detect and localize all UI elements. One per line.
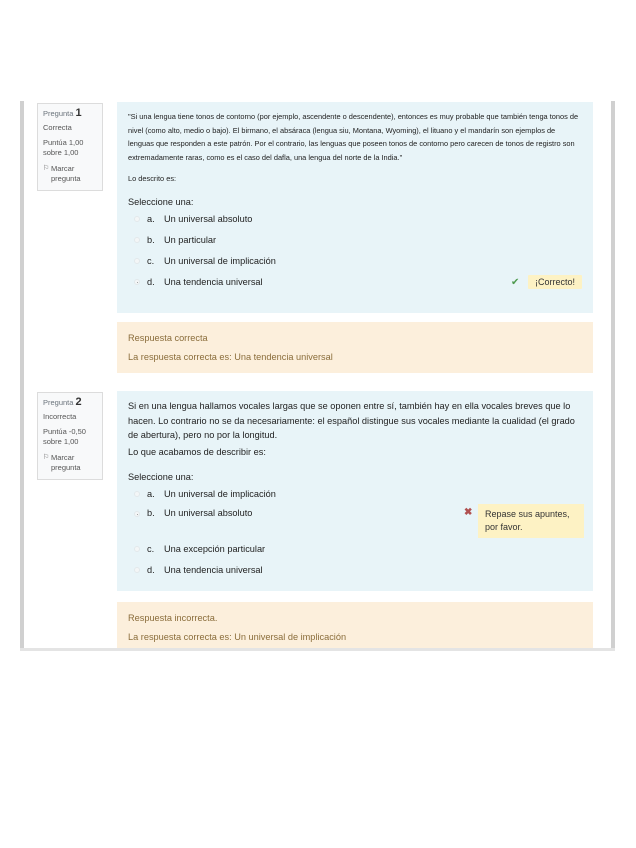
question-2-outcome (117, 602, 593, 648)
outcome-title: Respuesta correcta (128, 333, 208, 343)
option-text: Una tendencia universal (164, 564, 263, 575)
radio-c[interactable] (134, 258, 140, 264)
flag-question-link[interactable] (43, 164, 97, 184)
option-text: Un universal de implicación (164, 488, 276, 499)
radio-a[interactable] (134, 491, 140, 497)
cross-icon: ✖ (464, 507, 473, 518)
question-grade: Puntúa 1,00 sobre 1,00 (43, 138, 84, 157)
question-prompt: Lo que acabamos de describir es: (128, 446, 266, 457)
check-icon: ✔ (511, 276, 520, 288)
option-text: Un universal absoluto (164, 508, 253, 518)
answer-option-c[interactable]: c. Una excepción particular (128, 538, 582, 559)
radio-a[interactable] (134, 216, 140, 222)
answer-options (128, 483, 582, 580)
question-1-content (117, 102, 593, 313)
option-text: Una excepción particular (164, 543, 266, 554)
select-one-label: Seleccione una: (128, 472, 194, 482)
question-text: Si en una lengua hallamos vocales largas que se oponen entre sí, también hay en ella vocales breves que lo hacen. Lo contrario no se da necesariamente: el español distingue sus vocales mediante la cualidad (el grado de abertura), pero no por la longitud. (128, 401, 575, 440)
question-number: 1 (75, 107, 82, 119)
option-text: Un universal de implicación (164, 256, 276, 266)
flag-icon: ⚐ (43, 454, 50, 461)
question-state: Incorrecta (43, 412, 77, 421)
flag-icon: ⚐ (43, 165, 50, 172)
question-number: 2 (75, 396, 82, 408)
flag-label: Marcar pregunta (51, 453, 81, 472)
radio-d[interactable] (134, 567, 140, 573)
page-border-right (611, 101, 615, 651)
question-state: Correcta (43, 123, 72, 132)
answer-option-c[interactable]: c. Un universal de implicación (128, 251, 582, 272)
answer-option-d[interactable]: d. Una tendencia universal ✔ ¡Correcto! (128, 272, 582, 293)
answer-options (128, 209, 582, 293)
answer-option-a[interactable]: a. Un universal de implicación (128, 483, 582, 504)
answer-option-b[interactable]: b. Un universal absoluto ✖ Repase sus apuntes, por favor. (128, 504, 582, 538)
question-label: Pregunta (43, 398, 74, 407)
option-text: Una tendencia universal (164, 277, 263, 287)
flag-label: Marcar pregunta (51, 164, 81, 183)
option-text: Un particular (164, 235, 217, 245)
answer-option-d[interactable]: d. Una tendencia universal (128, 559, 582, 580)
radio-b[interactable] (134, 511, 140, 517)
page-border-bottom (20, 648, 615, 651)
question-text: "Si una lengua tiene tonos de contorno (por ejemplo, ascendente o descendente), entonces es muy probable que también tenga tonos de nivel (como alto, medio o bajo). El birmano, el absáraca (lengua siu, Montana, Wyoming), el lituano y el mandarín son ejemplos de lenguas que responden a este patrón. Por el contrario, las lenguas que poseen tonos de contorno pero carecen de tonos de registro son extremadamente raras, como es el caso del dafla, una lengua del norte de la India." (128, 112, 579, 162)
question-1-info (37, 103, 103, 191)
answer-option-a[interactable]: a. Un universal absoluto (128, 209, 582, 230)
radio-b[interactable] (134, 237, 140, 243)
outcome-title: Respuesta incorrecta. (128, 613, 218, 623)
question-prompt: Lo descrito es: (128, 174, 177, 183)
flag-question-link[interactable] (43, 453, 97, 473)
right-answer: La respuesta correcta es: Una tendencia universal (128, 352, 333, 362)
feedback-incorrect: Repase sus apuntes, por favor. (478, 504, 584, 538)
answer-option-b[interactable]: b. Un particular (128, 230, 582, 251)
page-border-left (20, 101, 24, 651)
feedback-correct: ¡Correcto! (528, 275, 582, 289)
radio-c[interactable] (134, 546, 140, 552)
question-2-content (117, 391, 593, 591)
question-grade: Puntúa -0,50 sobre 1,00 (43, 427, 86, 446)
question-1-outcome (117, 322, 593, 373)
radio-d[interactable] (134, 279, 140, 285)
question-2-info (37, 392, 103, 480)
question-label: Pregunta (43, 109, 74, 118)
option-text: Un universal absoluto (164, 214, 253, 224)
select-one-label: Seleccione una: (128, 196, 194, 207)
right-answer: La respuesta correcta es: Un universal de implicación (128, 632, 347, 642)
